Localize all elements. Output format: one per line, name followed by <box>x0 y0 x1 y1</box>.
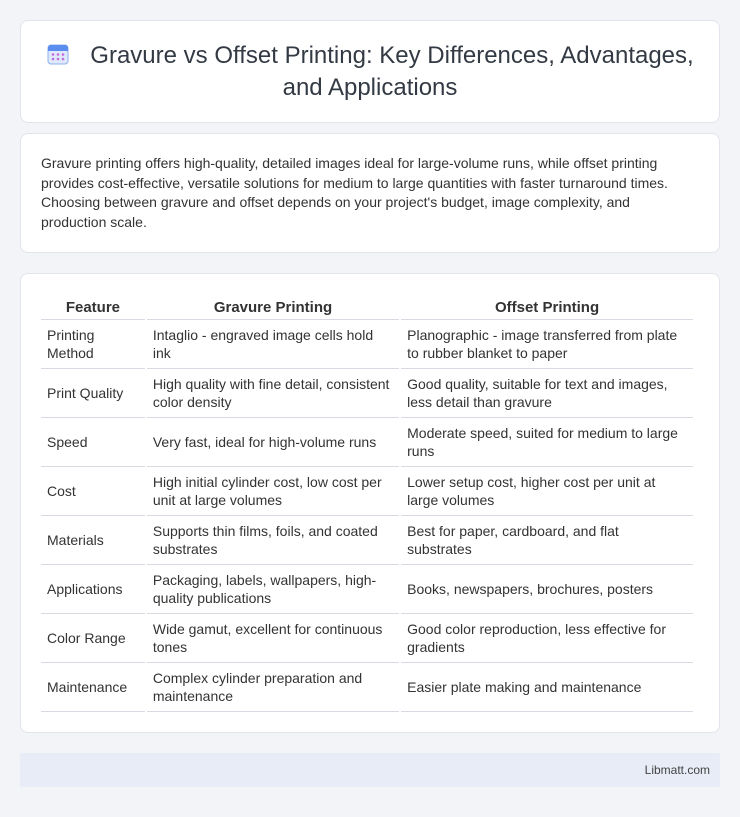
feature-cell: Materials <box>41 516 145 565</box>
offset-cell: Lower setup cost, higher cost per unit at large volumes <box>401 467 693 516</box>
table-row <box>41 418 693 467</box>
page-title-wrap <box>45 40 695 104</box>
header-feature: Feature <box>41 296 145 320</box>
comparison-table <box>39 296 695 712</box>
feature-cell: Print Quality <box>41 369 145 418</box>
offset-cell: Moderate speed, suited for medium to large runs <box>401 418 693 467</box>
summary-card <box>20 133 720 253</box>
gravure-cell: Complex cylinder preparation and maintenance <box>147 663 399 712</box>
offset-cell: Easier plate making and maintenance <box>401 663 693 712</box>
feature-cell: Speed <box>41 418 145 467</box>
gravure-cell: Packaging, labels, wallpapers, high-quality publications <box>147 565 399 614</box>
feature-cell: Color Range <box>41 614 145 663</box>
gravure-cell: Intaglio - engraved image cells hold ink <box>147 320 399 369</box>
calendar-icon <box>46 42 70 66</box>
table-row <box>41 467 693 516</box>
feature-cell: Cost <box>41 467 145 516</box>
title-card <box>20 20 720 123</box>
offset-cell: Best for paper, cardboard, and flat substrates <box>401 516 693 565</box>
table-row <box>41 369 693 418</box>
gravure-cell: Very fast, ideal for high-volume runs <box>147 418 399 467</box>
page-title: Gravure vs Offset Printing: Key Differences, Advantages, and Applications <box>90 41 694 101</box>
feature-cell: Printing Method <box>41 320 145 369</box>
feature-cell: Applications <box>41 565 145 614</box>
gravure-cell: Wide gamut, excellent for continuous tones <box>147 614 399 663</box>
table-row <box>41 516 693 565</box>
comparison-table-card <box>20 273 720 733</box>
footer <box>20 753 720 787</box>
header-offset: Offset Printing <box>401 296 693 320</box>
summary-text: Gravure printing offers high-quality, detailed images ideal for large-volume runs, while offset printing provides cost-effective, versatile solutions for medium to large quantities with faster turnaround times. Choosing between gravure and offset depends on your project's budget, image complexity, and production scale. <box>41 155 668 230</box>
table-row <box>41 663 693 712</box>
table-row <box>41 320 693 369</box>
feature-cell: Maintenance <box>41 663 145 712</box>
table-row <box>41 565 693 614</box>
table-row <box>41 614 693 663</box>
offset-cell: Books, newspapers, brochures, posters <box>401 565 693 614</box>
header-gravure: Gravure Printing <box>147 296 399 320</box>
gravure-cell: Supports thin films, foils, and coated substrates <box>147 516 399 565</box>
offset-cell: Good color reproduction, less effective for gradients <box>401 614 693 663</box>
offset-cell: Good quality, suitable for text and images, less detail than gravure <box>401 369 693 418</box>
table-header-row <box>41 296 693 320</box>
gravure-cell: High quality with fine detail, consistent color density <box>147 369 399 418</box>
gravure-cell: High initial cylinder cost, low cost per unit at large volumes <box>147 467 399 516</box>
offset-cell: Planographic - image transferred from plate to rubber blanket to paper <box>401 320 693 369</box>
footer-site-link[interactable]: Libmatt.com <box>644 763 710 777</box>
